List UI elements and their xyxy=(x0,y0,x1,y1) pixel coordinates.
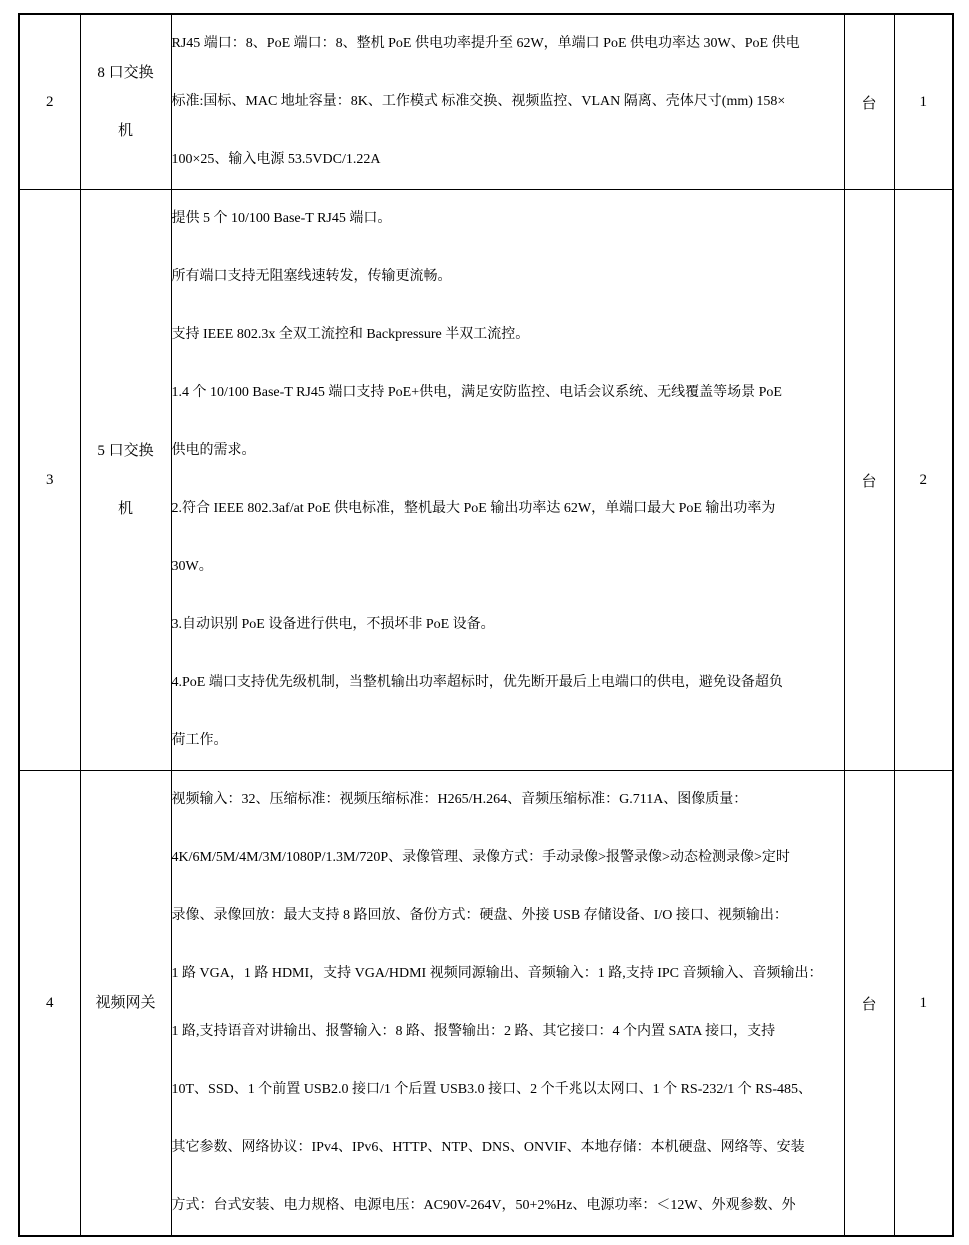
spec-text-line: RJ45 端口：8、PoE 端口：8、整机 PoE 供电功率提升至 62W，单端口 PoE 供电功率达 30W、PoE 供电 xyxy=(171,36,800,51)
row-number: 3 xyxy=(19,190,80,771)
spec-text-line: 1 路 VGA，1 路 HDMI，支持 VGA/HDMI 视频同源输出、音频输入：1 路,支持 IPC 音频输入、音频输出： xyxy=(171,966,823,981)
spec-text-line: 方式：台式安装、电力规格、电源电压：AC90V-264V，50+2%Hz、电源功率：＜12W、外观参数、外 xyxy=(171,1198,796,1213)
spec-text-line: 3.自动识别 PoE 设备进行供电，不损坏非 PoE 设备。 xyxy=(171,617,495,632)
table-row xyxy=(19,771,953,1237)
item-quantity: 1 xyxy=(894,771,953,1237)
row-number: 2 xyxy=(19,14,80,190)
item-unit: 台 xyxy=(844,190,894,771)
spec-text-line: 其它参数、网络协议：IPv4、IPv6、HTTP、NTP、DNS、ONVIF、本地存储：本机硬盘、网络等、安装 xyxy=(171,1140,805,1155)
spec-text-line: 4.PoE 端口支持优先级机制，当整机输出功率超标时，优先断开最后上电端口的供电，避免设备超负 xyxy=(171,675,783,690)
spec-table-body xyxy=(19,14,953,1236)
item-name xyxy=(80,190,171,771)
spec-text-line: 100×25、输入电源 53.5VDC/1.22A xyxy=(171,152,381,167)
spec-text-line: 提供 5 个 10/100 Base-T RJ45 端口。 xyxy=(171,211,392,226)
item-spec xyxy=(171,771,844,1237)
spec-text-line: 1 路,支持语音对讲输出、报警输入：8 路、报警输出：2 路、其它接口：4 个内置 SATA 接口，支持 xyxy=(171,1024,776,1039)
table-row xyxy=(19,190,953,771)
spec-text-line: 2.符合 IEEE 802.3af/at PoE 供电标准，整机最大 PoE 输出功率达 62W，单端口最大 PoE 输出功率为 xyxy=(171,501,776,516)
spec-text-line: 4K/6M/5M/4M/3M/1080P/1.3M/720P、录像管理、录像方式：手动录像>报警录像>动态检测录像>定时 xyxy=(171,850,790,865)
spec-text-line: 10T、SSD、1 个前置 USB2.0 接口/1 个后置 USB3.0 接口、2 个千兆以太网口、1 个 RS-232/1 个 RS-485、 xyxy=(171,1082,813,1097)
spec-text-line: 支持 IEEE 802.3x 全双工流控和 Backpressure 半双工流控。 xyxy=(171,327,530,342)
item-spec xyxy=(171,14,844,190)
item-name-line: 视频网关 xyxy=(95,995,156,1011)
spec-text-line: 所有端口支持无阻塞线速转发，传输更流畅。 xyxy=(171,269,452,284)
spec-text-line: 视频输入：32、压缩标准：视频压缩标准：H265/H.264、音频压缩标准：G.711A、图像质量： xyxy=(171,792,748,807)
spec-text-line: 30W。 xyxy=(171,559,213,574)
spec-table xyxy=(18,13,954,1237)
table-row xyxy=(19,14,953,190)
item-name-line: 机 xyxy=(117,123,133,139)
item-quantity: 2 xyxy=(894,190,953,771)
item-spec xyxy=(171,190,844,771)
item-name xyxy=(80,14,171,190)
item-quantity: 1 xyxy=(894,14,953,190)
item-name-line: 8 口交换 xyxy=(97,65,154,81)
item-unit: 台 xyxy=(844,771,894,1237)
spec-text-line: 1.4 个 10/100 Base-T RJ45 端口支持 PoE+供电，满足安防监控、电话会议系统、无线覆盖等场景 PoE xyxy=(171,385,782,400)
item-name xyxy=(80,771,171,1237)
item-name-line: 机 xyxy=(117,501,133,517)
spec-text-line: 录像、录像回放：最大支持 8 路回放、备份方式：硬盘、外接 USB 存储设备、I/O 接口、视频输出： xyxy=(171,908,788,923)
spec-text-line: 供电的需求。 xyxy=(171,443,256,458)
item-name-line: 5 口交换 xyxy=(97,443,154,459)
equipment-spec-table xyxy=(18,13,952,1237)
row-number: 4 xyxy=(19,771,80,1237)
item-unit: 台 xyxy=(844,14,894,190)
spec-text-line: 标准:国标、MAC 地址容量：8K、工作模式 标准交换、视频监控、VLAN 隔离、壳体尺寸(mm) 158× xyxy=(171,94,786,109)
spec-text-line: 荷工作。 xyxy=(171,733,228,748)
